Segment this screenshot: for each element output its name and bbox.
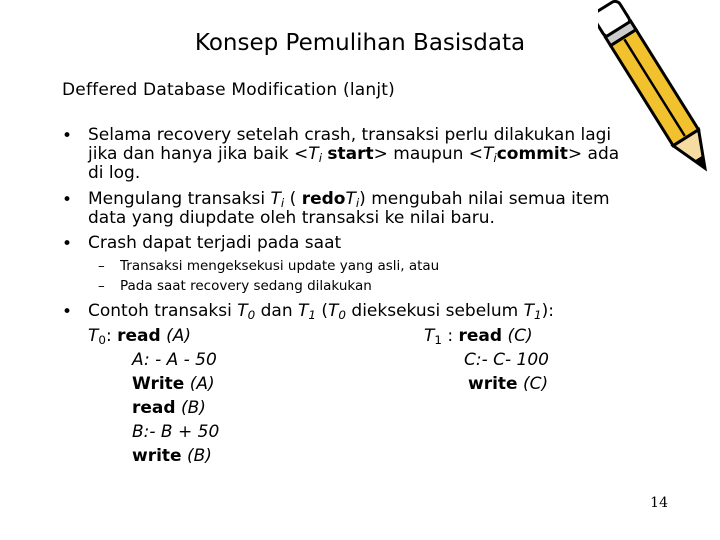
t0-assign-a: A: - A - 50: [132, 350, 217, 370]
bullet-1-line-1: Selama recovery setelah crash, transaksi perlu dilakukan lagi: [88, 125, 612, 145]
pencil-icon: [598, 0, 720, 190]
slide-subtitle: Deffered Database Modification (lanjt): [62, 80, 395, 100]
bullet-1-line-2: jika dan hanya jika baik $<T_i$ start> maupun $<T_icommit>$ ada: [88, 144, 620, 165]
sub-bullet-2: Pada saat recovery sedang dilakukan: [120, 278, 372, 294]
t0-write-a: Write (A): [132, 374, 215, 394]
t0-read-b: read (B): [132, 398, 206, 418]
t1-assign-c: C:- C- 100: [464, 350, 549, 370]
t1-read-c: $T_1$ : read (C): [424, 326, 533, 347]
sub-bullet-dash: –: [98, 278, 105, 294]
bullet-dot: •: [62, 190, 73, 210]
bullet-3: Crash dapat terjadi pada saat: [88, 233, 342, 253]
t0-assign-b: B:- B + 50: [132, 422, 220, 442]
t0-write-b: write (B): [132, 446, 212, 466]
bullet-dot: •: [62, 234, 73, 254]
t1-write-c: write (C): [468, 374, 549, 394]
bullet-2-line-1: Mengulang transaksi $T_i$ ( redoT$_i$) mengubah nilai semua item: [88, 189, 610, 210]
slide-title: Konsep Pemulihan Basisdata: [194, 30, 526, 56]
slide-number: 14: [650, 495, 668, 511]
bullet-dot: •: [62, 302, 73, 322]
bullet-1: [88, 126, 619, 183]
sub-bullet-1: Transaksi mengeksekusi update yang asli, atau: [120, 258, 440, 274]
sub-bullet-dash: –: [98, 258, 105, 274]
bullet-4: Contoh transaksi $T_0$ dan $T_1$ ($T_0$ dieksekusi sebelum $T_1$):: [88, 301, 554, 322]
bullet-2-line-2: data yang diupdate oleh transaksi ke nilai baru.: [88, 208, 495, 228]
bullet-dot: •: [62, 126, 73, 146]
bullet-2: [88, 190, 610, 228]
t0-read-a: $T_0$: read (A): [88, 326, 191, 347]
bullet-1-line-3: di log.: [88, 163, 141, 183]
